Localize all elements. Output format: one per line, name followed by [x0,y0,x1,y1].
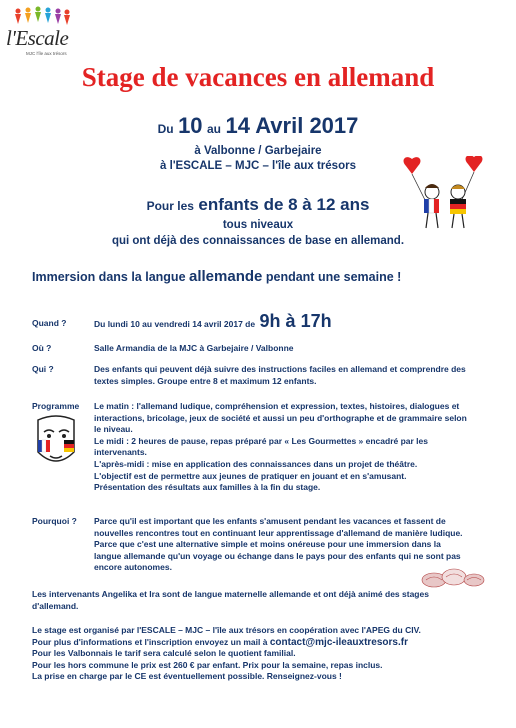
programme-line: Présentation des résultats aux familles à la fin du stage. [94,482,321,493]
ages-prefix: Pour les [146,199,194,213]
pourquoi-line: nouvelles rencontres tout en continuant leur apprentissage d'allemand de manière ludique. [94,527,463,538]
escale-logo [4,4,78,66]
dates-start: 10 [178,113,203,138]
quand-hours: 9h à 17h [259,311,332,331]
audience-knowledge: qui ont déjà des connaissances de base en allemand. [111,235,405,247]
programme-line: le niveau. [94,424,133,435]
dates-du: Du [157,122,174,136]
ou-text: Salle Armandia de la MJC à Garbejaire / Valbonne [94,343,294,353]
footer-mail-prefix: Pour plus d'informations et l'inscription envoyez un mail à [32,636,268,647]
quand-label: Quand ? [32,318,67,328]
qui-line: Des enfants qui peuvent déjà suivre des instructions faciles en allemand et comprendre des [94,364,466,374]
programme-line: Le matin : l'allemand ludique, compréhension et expression, textes, histoires, dialogues et [94,401,460,411]
pourquoi-line: Parce que c'est une alternative simple et moins onéreuse pour une immersion dans la [94,539,441,550]
location-line-2: à l'ESCALE – MJC – l'île aux trésors [160,160,356,172]
stage-dates [0,113,516,139]
intervenants-line: d'allemand. [32,600,79,611]
quand-value [94,311,332,332]
immersion-post: pendant une semaine ! [265,270,402,284]
ages-range: enfants de 8 à 12 ans [198,195,370,214]
programme-text [94,401,514,494]
page-title: Stage de vacances en allemand [81,62,435,92]
pourquoi-line: encore autonomes. [94,562,172,573]
ou-label: Où ? [32,343,52,353]
footer-line-3: Pour les Valbonnais le tarif sera calculé selon le quotient familial. [32,648,296,659]
qui-label: Qui ? [32,364,54,374]
quand-dates: Du lundi 10 au vendredi 14 avril 2017 de [94,319,256,329]
contact-email-link[interactable]: contact@mjc-ileauxtresors.fr [269,636,408,648]
immersion-pre: Immersion dans la langue [32,270,186,284]
qui-line: textes simples. Groupe entre 8 et maximum 12 enfants. [94,375,317,386]
footer-line-5: La prise en charge par le CE est éventuellement possible. Renseignez-vous ! [32,671,342,682]
face-flags-illustration [32,414,80,470]
logo-subtitle: MJC l'île aux trésors [26,51,67,56]
pourquoi-line: Parce qu'il est important que les enfants s'amusent pendant les vacances et fassent de [94,516,446,526]
programme-label: Programme [32,401,80,411]
kids-balloons-illustration [398,156,494,236]
footer-info [32,625,512,683]
programme-line: intervenants. [94,447,147,458]
immersion-line [32,268,401,285]
audience-levels: tous niveaux [222,219,294,231]
dates-end: 14 Avril 2017 [225,113,359,138]
programme-line: Le midi : 2 heures de pause, repas préparé par « Les Gourmettes » encadré par les [94,435,428,446]
pourquoi-line: langue allemande qu'un voyage ou échange dans le pays pour des enfants qui ne sont pas [94,550,461,561]
immersion-big: allemande [189,268,263,285]
footer-line-4: Pour les hors commune le prix est 260 € par enfant. Prix pour la semaine, repas inclus. [32,659,383,670]
dates-au: au [207,122,222,136]
qui-text [94,364,514,387]
location-line-1: à Valbonne / Garbejaire [194,145,322,157]
intervenants-line: Les intervenants Angelika et Ira sont de langue maternelle allemande et ont déjà animé des stages [32,589,429,599]
intervenants-text [32,589,502,612]
pourquoi-label: Pourquoi ? [32,516,77,526]
balls-illustration [420,562,486,590]
programme-line: L'après-midi : mise en application des connaissances dans un projet de théâtre. [94,458,418,469]
programme-line: interactions, bricolage, jeux de société et aussi un peu d'orthographe et de grammaire selon [94,412,467,423]
logo-word: l'Escale [6,26,69,50]
footer-line-2 [32,637,512,649]
footer-line-1: Le stage est organisé par l'ESCALE – MJC – l'île aux trésors en coopération avec l'APEG du CIV. [32,625,421,635]
logo-people-icon [12,6,72,28]
programme-line: L'objectif est de permettre aux jeunes de pratiquer en jouant et en s'amusant. [94,470,407,481]
